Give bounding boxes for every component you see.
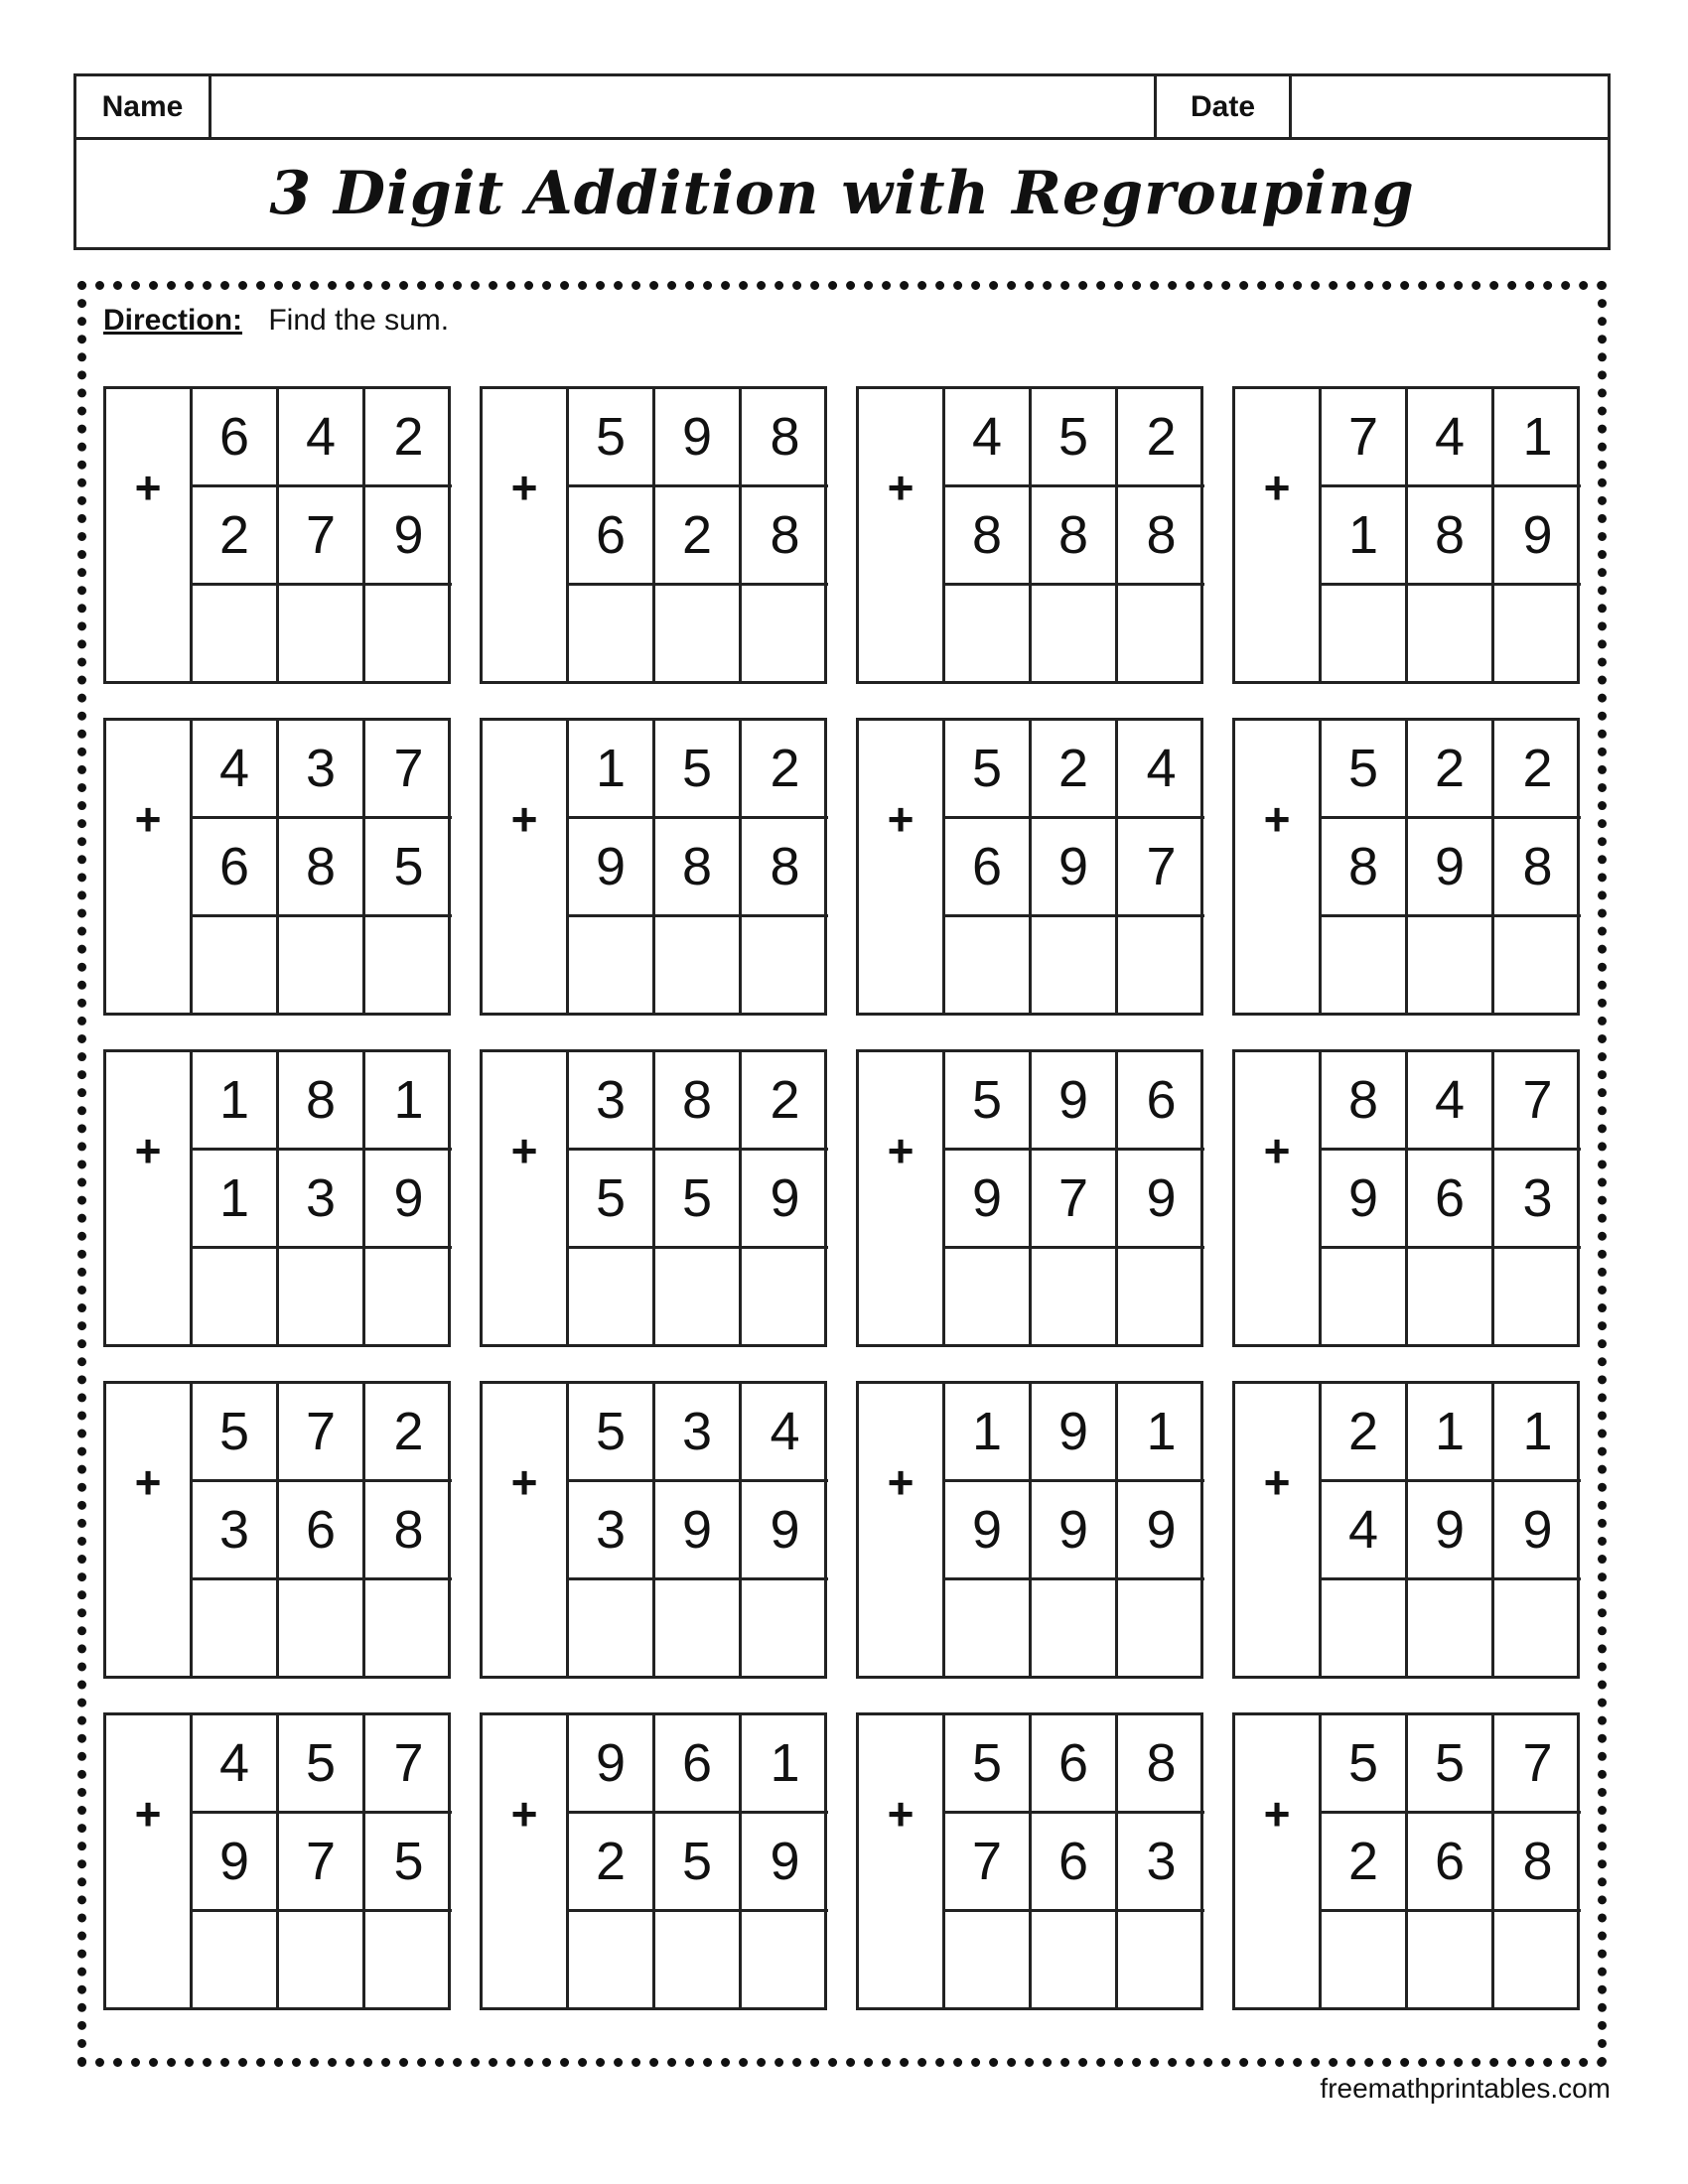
- answer-cell[interactable]: [1408, 1912, 1494, 2007]
- answer-cell[interactable]: [483, 1912, 569, 2007]
- direction: [103, 304, 449, 338]
- answer-cell[interactable]: [365, 586, 452, 681]
- addend-top-digit: 2: [742, 721, 828, 819]
- addend-bottom-digit: 7: [945, 1814, 1032, 1912]
- addend-top-digit: 7: [1494, 1715, 1581, 1814]
- plus-sign: +: [859, 389, 945, 586]
- answer-cell[interactable]: [1118, 1580, 1204, 1676]
- addition-problem: [480, 1049, 827, 1347]
- plus-sign: +: [1235, 389, 1322, 586]
- addition-problem: [480, 718, 827, 1016]
- addend-top-digit: 4: [193, 1715, 279, 1814]
- answer-cell[interactable]: [483, 1580, 569, 1676]
- addend-bottom-digit: 9: [193, 1814, 279, 1912]
- answer-cell[interactable]: [655, 586, 742, 681]
- addend-bottom-digit: 4: [1322, 1482, 1408, 1580]
- answer-cell[interactable]: [193, 1580, 279, 1676]
- addend-top-digit: 1: [742, 1715, 828, 1814]
- addend-top-digit: 2: [365, 1384, 452, 1482]
- addend-bottom-digit: 6: [569, 487, 655, 586]
- addend-bottom-digit: 3: [569, 1482, 655, 1580]
- plus-sign: +: [106, 1715, 193, 1912]
- addend-top-digit: 5: [1322, 1715, 1408, 1814]
- plus-sign: +: [859, 1384, 945, 1580]
- answer-cell[interactable]: [365, 1249, 452, 1344]
- addition-problem: [1232, 386, 1580, 684]
- addend-bottom-digit: 8: [1408, 487, 1494, 586]
- addend-bottom-digit: 9: [1408, 819, 1494, 917]
- answer-cell[interactable]: [1235, 1912, 1322, 2007]
- addition-problem: [1232, 1049, 1580, 1347]
- addend-bottom-digit: 6: [945, 819, 1032, 917]
- answer-cell[interactable]: [945, 1580, 1032, 1676]
- answer-cell[interactable]: [1118, 917, 1204, 1013]
- addend-bottom-digit: 6: [193, 819, 279, 917]
- addend-bottom-digit: 8: [1494, 1814, 1581, 1912]
- plus-sign: +: [859, 1715, 945, 1912]
- addend-top-digit: 2: [365, 389, 452, 487]
- answer-cell[interactable]: [742, 586, 828, 681]
- addend-top-digit: 7: [279, 1384, 365, 1482]
- addend-top-digit: 2: [742, 1052, 828, 1151]
- addend-bottom-digit: 3: [279, 1151, 365, 1249]
- answer-cell[interactable]: [742, 917, 828, 1013]
- addend-top-digit: 1: [193, 1052, 279, 1151]
- answer-cell[interactable]: [1118, 1249, 1204, 1344]
- addend-bottom-digit: 1: [193, 1151, 279, 1249]
- answer-cell[interactable]: [1235, 1249, 1322, 1344]
- answer-cell[interactable]: [483, 586, 569, 681]
- addend-bottom-digit: 9: [365, 487, 452, 586]
- answer-cell[interactable]: [106, 917, 193, 1013]
- addend-bottom-digit: 5: [365, 1814, 452, 1912]
- answer-cell[interactable]: [655, 1249, 742, 1344]
- addend-bottom-digit: 6: [279, 1482, 365, 1580]
- answer-cell[interactable]: [1118, 586, 1204, 681]
- addition-problem: [103, 1712, 451, 2010]
- answer-cell[interactable]: [655, 917, 742, 1013]
- answer-cell[interactable]: [1494, 1580, 1581, 1676]
- addend-top-digit: 1: [1118, 1384, 1204, 1482]
- addend-bottom-digit: 8: [279, 819, 365, 917]
- answer-cell[interactable]: [569, 586, 655, 681]
- addition-problem: [480, 1712, 827, 2010]
- answer-cell[interactable]: [1032, 586, 1118, 681]
- addend-bottom-digit: 8: [945, 487, 1032, 586]
- addition-problem: [103, 386, 451, 684]
- addend-top-digit: 1: [1494, 389, 1581, 487]
- plus-sign: +: [483, 721, 569, 917]
- addend-bottom-digit: 7: [279, 1814, 365, 1912]
- answer-cell[interactable]: [1408, 917, 1494, 1013]
- answer-cell[interactable]: [106, 1249, 193, 1344]
- answer-cell[interactable]: [1032, 917, 1118, 1013]
- addend-top-digit: 2: [1118, 389, 1204, 487]
- answer-cell[interactable]: [279, 1580, 365, 1676]
- addend-top-digit: 5: [279, 1715, 365, 1814]
- answer-cell[interactable]: [106, 1912, 193, 2007]
- addend-bottom-digit: 5: [569, 1151, 655, 1249]
- addend-top-digit: 5: [945, 1052, 1032, 1151]
- addend-bottom-digit: 9: [945, 1151, 1032, 1249]
- addend-top-digit: 9: [655, 389, 742, 487]
- plus-sign: +: [483, 1052, 569, 1249]
- answer-cell[interactable]: [859, 1580, 945, 1676]
- addend-top-digit: 1: [569, 721, 655, 819]
- addend-bottom-digit: 5: [655, 1814, 742, 1912]
- addend-bottom-digit: 8: [365, 1482, 452, 1580]
- addend-bottom-digit: 2: [655, 487, 742, 586]
- addend-bottom-digit: 7: [1118, 819, 1204, 917]
- addend-bottom-digit: 6: [1408, 1814, 1494, 1912]
- addition-problem: [856, 386, 1203, 684]
- answer-cell[interactable]: [1322, 1249, 1408, 1344]
- answer-cell[interactable]: [193, 917, 279, 1013]
- addend-top-digit: 8: [1322, 1052, 1408, 1151]
- addend-bottom-digit: 8: [1494, 819, 1581, 917]
- answer-cell[interactable]: [1032, 1249, 1118, 1344]
- addend-top-digit: 6: [193, 389, 279, 487]
- plus-sign: +: [1235, 1715, 1322, 1912]
- addend-bottom-digit: 8: [1322, 819, 1408, 917]
- answer-cell[interactable]: [945, 1912, 1032, 2007]
- date-label: Date: [1157, 76, 1292, 137]
- date-field[interactable]: [1292, 76, 1608, 137]
- answer-cell[interactable]: [1032, 1580, 1118, 1676]
- answer-cell[interactable]: [1408, 1249, 1494, 1344]
- answer-cell[interactable]: [365, 1580, 452, 1676]
- answer-cell[interactable]: [193, 1249, 279, 1344]
- footer-url: freemathprintables.com: [1320, 2073, 1611, 2104]
- addend-bottom-digit: 1: [1322, 487, 1408, 586]
- answer-cell[interactable]: [1322, 1580, 1408, 1676]
- answer-cell[interactable]: [742, 1912, 828, 2007]
- addend-bottom-digit: 3: [1494, 1151, 1581, 1249]
- addend-top-digit: 3: [279, 721, 365, 819]
- answer-cell[interactable]: [569, 1249, 655, 1344]
- answer-cell[interactable]: [655, 1912, 742, 2007]
- answer-cell[interactable]: [279, 1249, 365, 1344]
- answer-cell[interactable]: [569, 917, 655, 1013]
- addition-problem: [480, 1381, 827, 1679]
- plus-sign: +: [106, 1052, 193, 1249]
- plus-sign: +: [106, 1384, 193, 1580]
- plus-sign: +: [106, 389, 193, 586]
- name-label: Name: [76, 76, 211, 137]
- addend-top-digit: 6: [655, 1715, 742, 1814]
- addend-bottom-digit: 5: [365, 819, 452, 917]
- addition-problem: [856, 718, 1203, 1016]
- addend-top-digit: 2: [1494, 721, 1581, 819]
- addend-top-digit: 2: [1408, 721, 1494, 819]
- addend-bottom-digit: 2: [569, 1814, 655, 1912]
- addend-top-digit: 5: [1322, 721, 1408, 819]
- plus-sign: +: [483, 1384, 569, 1580]
- answer-cell[interactable]: [569, 1912, 655, 2007]
- addend-top-digit: 7: [1494, 1052, 1581, 1151]
- addend-top-digit: 9: [1032, 1052, 1118, 1151]
- addend-bottom-digit: 3: [193, 1482, 279, 1580]
- addend-bottom-digit: 9: [1408, 1482, 1494, 1580]
- addend-top-digit: 7: [365, 1715, 452, 1814]
- addend-top-digit: 5: [655, 721, 742, 819]
- addition-problem: [856, 1712, 1203, 2010]
- addend-bottom-digit: 9: [1118, 1151, 1204, 1249]
- addend-top-digit: 6: [1032, 1715, 1118, 1814]
- addend-top-digit: 3: [569, 1052, 655, 1151]
- addend-top-digit: 5: [1032, 389, 1118, 487]
- direction-text: Find the sum.: [268, 304, 450, 337]
- addend-bottom-digit: 8: [1032, 487, 1118, 586]
- addition-problem: [1232, 718, 1580, 1016]
- addition-problem: [480, 386, 827, 684]
- answer-cell[interactable]: [279, 917, 365, 1013]
- addend-bottom-digit: 9: [1322, 1151, 1408, 1249]
- answer-cell[interactable]: [859, 586, 945, 681]
- addend-bottom-digit: 6: [1408, 1151, 1494, 1249]
- answer-cell[interactable]: [945, 1249, 1032, 1344]
- answer-cell[interactable]: [859, 1249, 945, 1344]
- addend-top-digit: 5: [193, 1384, 279, 1482]
- addend-bottom-digit: 3: [1118, 1814, 1204, 1912]
- answer-cell[interactable]: [193, 1912, 279, 2007]
- answer-cell[interactable]: [655, 1580, 742, 1676]
- addend-top-digit: 3: [655, 1384, 742, 1482]
- addend-top-digit: 4: [1408, 1052, 1494, 1151]
- addend-bottom-digit: 8: [742, 819, 828, 917]
- header-box: [73, 73, 1611, 250]
- plus-sign: +: [483, 389, 569, 586]
- answer-cell[interactable]: [1494, 586, 1581, 681]
- addend-top-digit: 7: [1322, 389, 1408, 487]
- addend-bottom-digit: 9: [1494, 487, 1581, 586]
- answer-cell[interactable]: [945, 586, 1032, 681]
- plus-sign: +: [859, 721, 945, 917]
- addition-problem: [103, 1049, 451, 1347]
- plus-sign: +: [1235, 1384, 1322, 1580]
- answer-cell[interactable]: [1494, 1249, 1581, 1344]
- addend-bottom-digit: 9: [569, 819, 655, 917]
- addend-bottom-digit: 9: [945, 1482, 1032, 1580]
- answer-cell[interactable]: [1408, 1580, 1494, 1676]
- addend-top-digit: 8: [742, 389, 828, 487]
- answer-cell[interactable]: [1235, 917, 1322, 1013]
- answer-cell[interactable]: [1032, 1912, 1118, 2007]
- addend-top-digit: 4: [945, 389, 1032, 487]
- addition-problem: [103, 1381, 451, 1679]
- answer-cell[interactable]: [1235, 1580, 1322, 1676]
- answer-cell[interactable]: [483, 1249, 569, 1344]
- addend-bottom-digit: 9: [742, 1814, 828, 1912]
- addend-bottom-digit: 7: [1032, 1151, 1118, 1249]
- addition-problem: [1232, 1381, 1580, 1679]
- answer-cell[interactable]: [279, 586, 365, 681]
- addend-top-digit: 9: [569, 1715, 655, 1814]
- answer-cell[interactable]: [1118, 1912, 1204, 2007]
- addend-bottom-digit: 5: [655, 1151, 742, 1249]
- addend-top-digit: 5: [569, 389, 655, 487]
- addend-bottom-digit: 8: [655, 819, 742, 917]
- addend-top-digit: 9: [1032, 1384, 1118, 1482]
- addend-top-digit: 5: [569, 1384, 655, 1482]
- addend-bottom-digit: 9: [1494, 1482, 1581, 1580]
- addend-top-digit: 6: [1118, 1052, 1204, 1151]
- addend-top-digit: 4: [1408, 389, 1494, 487]
- addend-top-digit: 4: [1118, 721, 1204, 819]
- addend-top-digit: 8: [655, 1052, 742, 1151]
- answer-cell[interactable]: [945, 917, 1032, 1013]
- addend-bottom-digit: 9: [1032, 819, 1118, 917]
- answer-cell[interactable]: [1494, 917, 1581, 1013]
- answer-cell[interactable]: [742, 1580, 828, 1676]
- answer-cell[interactable]: [365, 917, 452, 1013]
- addend-bottom-digit: 9: [1032, 1482, 1118, 1580]
- addend-top-digit: 4: [193, 721, 279, 819]
- answer-cell[interactable]: [742, 1249, 828, 1344]
- worksheet-title: 3 Digit Addition with Regrouping: [269, 159, 1415, 228]
- answer-cell[interactable]: [859, 917, 945, 1013]
- answer-cell[interactable]: [1322, 586, 1408, 681]
- addend-top-digit: 2: [1322, 1384, 1408, 1482]
- addend-top-digit: 4: [742, 1384, 828, 1482]
- addend-top-digit: 7: [365, 721, 452, 819]
- answer-cell[interactable]: [1235, 586, 1322, 681]
- addend-top-digit: 4: [279, 389, 365, 487]
- plus-sign: +: [483, 1715, 569, 1912]
- direction-label: Direction:: [103, 304, 243, 337]
- addend-top-digit: 5: [1408, 1715, 1494, 1814]
- addition-problem: [1232, 1712, 1580, 2010]
- name-date-row: [76, 76, 1608, 140]
- addend-bottom-digit: 9: [742, 1151, 828, 1249]
- answer-cell[interactable]: [859, 1912, 945, 2007]
- addend-bottom-digit: 6: [1032, 1814, 1118, 1912]
- addend-bottom-digit: 7: [279, 487, 365, 586]
- answer-cell[interactable]: [1322, 917, 1408, 1013]
- plus-sign: +: [1235, 1052, 1322, 1249]
- plus-sign: +: [859, 1052, 945, 1249]
- addend-top-digit: 1: [365, 1052, 452, 1151]
- answer-cell[interactable]: [106, 586, 193, 681]
- addition-problem: [856, 1381, 1203, 1679]
- answer-cell[interactable]: [365, 1912, 452, 2007]
- addend-bottom-digit: 8: [742, 487, 828, 586]
- addend-top-digit: 8: [279, 1052, 365, 1151]
- addend-top-digit: 8: [1118, 1715, 1204, 1814]
- answer-cell[interactable]: [193, 586, 279, 681]
- answer-cell[interactable]: [279, 1912, 365, 2007]
- answer-cell[interactable]: [1322, 1912, 1408, 2007]
- name-field[interactable]: [211, 76, 1157, 137]
- plus-sign: +: [106, 721, 193, 917]
- addend-top-digit: 1: [945, 1384, 1032, 1482]
- answer-cell[interactable]: [1408, 586, 1494, 681]
- answer-cell[interactable]: [106, 1580, 193, 1676]
- addend-bottom-digit: 2: [1322, 1814, 1408, 1912]
- answer-cell[interactable]: [569, 1580, 655, 1676]
- addition-problem: [856, 1049, 1203, 1347]
- addend-top-digit: 5: [945, 721, 1032, 819]
- plus-sign: +: [1235, 721, 1322, 917]
- answer-cell[interactable]: [1494, 1912, 1581, 2007]
- answer-cell[interactable]: [483, 917, 569, 1013]
- addend-bottom-digit: 9: [365, 1151, 452, 1249]
- addend-bottom-digit: 2: [193, 487, 279, 586]
- addend-bottom-digit: 8: [1118, 487, 1204, 586]
- addition-problem: [103, 718, 451, 1016]
- addend-top-digit: 1: [1408, 1384, 1494, 1482]
- addend-top-digit: 1: [1494, 1384, 1581, 1482]
- addend-bottom-digit: 9: [742, 1482, 828, 1580]
- addend-top-digit: 5: [945, 1715, 1032, 1814]
- addend-bottom-digit: 9: [655, 1482, 742, 1580]
- addend-bottom-digit: 9: [1118, 1482, 1204, 1580]
- addend-top-digit: 2: [1032, 721, 1118, 819]
